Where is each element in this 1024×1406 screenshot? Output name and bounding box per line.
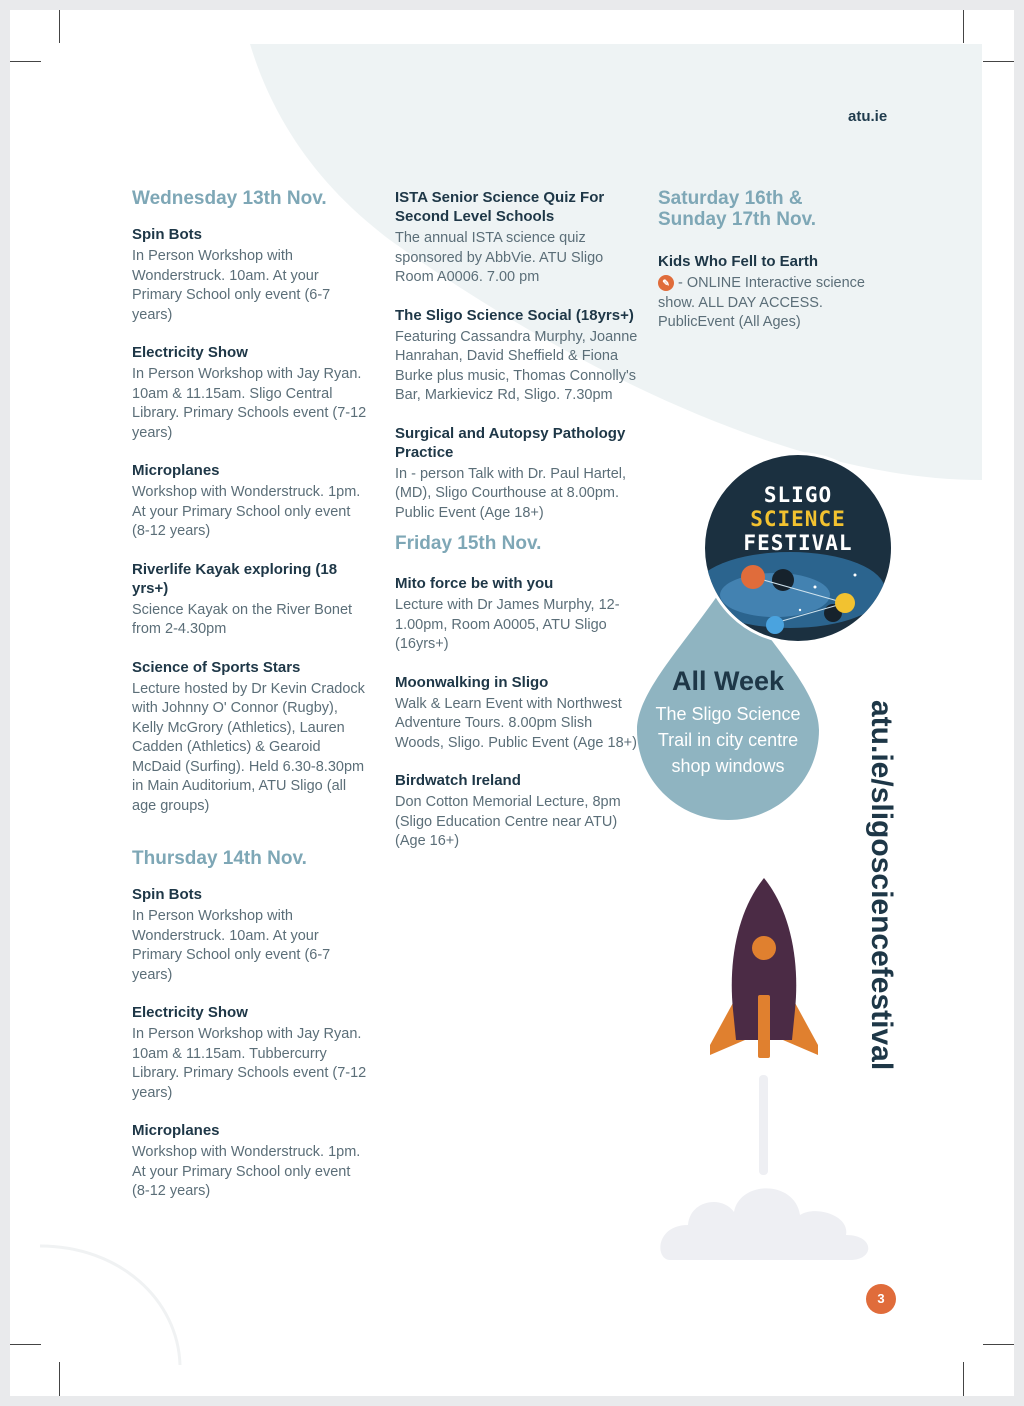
festival-url-text[interactable]: atu.ie/sligosciencefestival — [865, 700, 898, 1071]
online-chat-icon: ✎ — [658, 275, 674, 291]
brochure-page — [10, 10, 1014, 1396]
festival-url-vertical[interactable] — [860, 700, 900, 1130]
event-item — [395, 673, 640, 754]
crop-mark — [963, 10, 964, 43]
logo-line-festival: FESTIVAL — [743, 531, 853, 555]
event-title: Microplanes — [132, 462, 220, 479]
event-description: The annual ISTA science quiz sponsored by AbbVie. ATU Sligo Room A0006. 7.00 pm — [395, 230, 604, 285]
festival-logo-badge — [702, 452, 894, 644]
weekend-heading-line: Sunday 17th Nov. — [658, 209, 817, 230]
event-item — [395, 574, 640, 655]
event-title: Riverlife Kayak exploring (18 yrs+) — [132, 560, 338, 597]
crop-mark — [983, 1344, 1014, 1345]
event-title: ISTA Senior Science Quiz For Second Level Schools — [395, 189, 605, 225]
page-number-badge: 3 — [866, 1284, 896, 1314]
event-item — [132, 1121, 372, 1202]
event-item — [132, 343, 372, 443]
event-title: Kids Who Fell to Earth — [658, 253, 818, 270]
event-title: Electricity Show — [132, 1004, 248, 1021]
day-heading-thursday: Thursday 14th Nov. — [132, 848, 307, 869]
event-description: In Person Workshop with Wonderstruck. 10am. At your Primary School only event (6-7 years) — [132, 908, 331, 983]
left-column — [132, 188, 372, 1220]
right-column — [658, 188, 898, 351]
event-item — [132, 225, 372, 325]
event-title: The Sligo Science Social (18yrs+) — [395, 306, 634, 324]
crop-mark — [10, 61, 41, 62]
event-title: Surgical and Autopsy Pathology Practice — [395, 424, 626, 461]
event-description: Workshop with Wonderstruck. 1pm. At your Primary School only event (8-12 years) — [132, 484, 361, 539]
event-title: Science of Sports Stars — [132, 658, 301, 676]
event-title: Mito force be with you — [395, 575, 554, 592]
event-title: Moonwalking in Sligo — [395, 673, 549, 691]
crop-mark — [59, 1362, 60, 1396]
event-title: Spin Bots — [132, 886, 202, 903]
crop-mark — [963, 1362, 964, 1396]
event-item — [132, 461, 372, 542]
event-description: Featuring Cassandra Murphy, Joanne Hanrahan, David Sheffield & Fiona Burke plus music, Thomas Connolly's Bar, Markievicz Rd, Sligo. 7.30pm — [395, 328, 638, 403]
middle-column — [395, 188, 640, 870]
event-description — [658, 274, 898, 333]
event-item — [395, 188, 640, 288]
event-description: In Person Workshop with Jay Ryan. 10am & 11.15am. Tubbercurry Library. Primary Schools event (7-12 years) — [132, 1026, 367, 1101]
event-description: In - person Talk with Dr. Paul Hartel, (MD), Sligo Courthouse at 8.00pm. Public Event (Age 18+) — [395, 465, 627, 521]
crop-mark — [10, 1344, 41, 1345]
weekend-heading-line: Saturday 16th & — [658, 188, 803, 209]
all-week-description: The Sligo Science Trail in city centre shop windows — [655, 704, 801, 776]
event-item — [658, 252, 898, 333]
event-description: Walk & Learn Event with Northwest Adventure Tours. 8.00pm Slish Woods, Sligo. Public Event (Age 18+) — [395, 695, 637, 751]
event-description: Lecture hosted by Dr Kevin Cradock with Johnny O' Connor (Rugby), Kelly McGrory (Athletics), Lauren Cadden (Athletics) & Gearoid McDaid (Surfing). Held 6.30-8.30pm in Main Auditorium, ATU Sligo (all age groups) — [132, 680, 365, 814]
logo-line-science: SCIENCE — [750, 507, 846, 531]
rocket-icon — [650, 870, 890, 1280]
event-item — [132, 1003, 372, 1103]
crop-mark — [59, 10, 60, 43]
all-week-title: All Week — [671, 666, 785, 696]
all-week-block — [637, 665, 819, 779]
crop-mark — [983, 61, 1014, 62]
event-description: In Person Workshop with Wonderstruck. 10am. At your Primary School only event (6-7 years) — [132, 248, 331, 323]
event-description: Lecture with Dr James Murphy, 12-1.00pm, Room A0005, ATU Sligo (16yrs+) — [395, 597, 620, 652]
event-description: In Person Workshop with Jay Ryan. 10am & 11.15am. Sligo Central Library. Primary Schools event (7-12 years) — [132, 366, 367, 441]
day-heading-weekend — [658, 188, 898, 230]
event-description: Workshop with Wonderstruck. 1pm. At your Primary School only event (8-12 years) — [132, 1144, 361, 1199]
day-heading-friday: Friday 15th Nov. — [395, 533, 542, 554]
event-title: Birdwatch Ireland — [395, 772, 521, 789]
event-item — [395, 424, 640, 524]
event-title: Microplanes — [132, 1122, 220, 1139]
event-title: Spin Bots — [132, 226, 202, 243]
logo-line-sligo: SLIGO — [763, 483, 833, 507]
site-link[interactable]: atu.ie — [848, 108, 888, 125]
event-title: Electricity Show — [132, 344, 248, 361]
day-heading-wednesday: Wednesday 13th Nov. — [132, 188, 327, 209]
event-description: Science Kayak on the River Bonet from 2-4.30pm — [132, 601, 353, 637]
event-item — [395, 306, 640, 406]
event-description-text: - ONLINE Interactive science show. ALL DAY ACCESS. PublicEvent (All Ages) — [658, 275, 865, 330]
event-item — [132, 560, 372, 640]
event-description: Don Cotton Memorial Lecture, 8pm (Sligo Education Centre near ATU) (Age 16+) — [395, 794, 621, 849]
event-item — [132, 885, 372, 985]
event-item — [132, 658, 372, 817]
event-item — [395, 771, 640, 852]
